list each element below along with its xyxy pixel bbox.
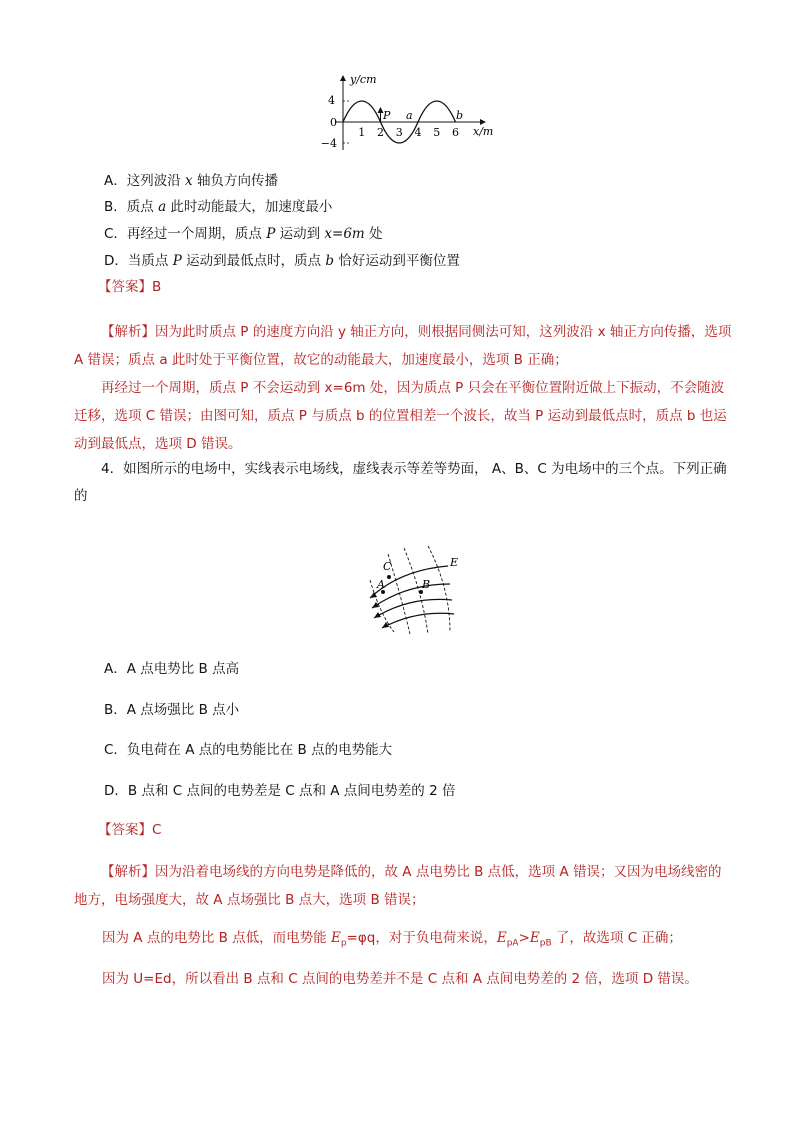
field-label-b: B xyxy=(422,578,431,591)
y-tick-label: 0 xyxy=(330,116,337,129)
point-label-b: b xyxy=(456,109,464,122)
q4-analysis-p3: 因为 U=Ed，所以看出 B 点和 C 点间的电势差并不是 C 点和 A 点间电势差的 2 倍，选项 D 错误。 xyxy=(102,971,698,987)
field-label-a: A xyxy=(377,578,385,591)
q4-option-a: A．A 点电势比 B 点高 xyxy=(104,661,240,677)
q3-option-b: B．质点 a 此时动能最大，加速度最小 xyxy=(104,199,333,215)
field-label-c: C xyxy=(383,560,392,573)
q4-analysis xyxy=(74,858,734,914)
x-tick-label: 2 xyxy=(377,126,384,139)
point-label-a: a xyxy=(406,109,413,122)
electric-field-figure xyxy=(352,544,467,634)
q4-analysis-p2: 因为 A 点的电势比 B 点低，而电势能 $E_p=\varphi q$，对于负电荷来说，$E_{pA}>E_{pB}$ 了，故选项 C 正确； xyxy=(102,930,682,949)
y-tick-label: −4 xyxy=(320,137,337,150)
q3-option-d: D．当质点 P 运动到最低点时，质点 b 恰好运动到平衡位置 xyxy=(104,253,460,269)
x-tick-label: 4 xyxy=(414,126,422,139)
q4-answer: 【答案】C xyxy=(98,822,162,838)
x-axis-label: x/m xyxy=(473,125,494,138)
q4-option-c: C．负电荷在 A 点的电势能比在 B 点的电势能大 xyxy=(104,742,393,758)
q3-analysis-p2: 再经过一个周期，质点 P 不会运动到 x=6m 处，因为质点 P 只会在平衡位置附近做上下振动，不会随波迁移，选项 C 错误；由图可知，质点 P 与质点 b 的位置相差一个波长，故当 P 运动到最低点时，质点 b 也运动到最低点，选项 D 错误。 xyxy=(74,380,727,452)
q3-option-a: A．这列波沿 x 轴负方向传播 xyxy=(104,173,278,189)
field-label-e: E xyxy=(450,556,459,569)
x-tick-label: 3 xyxy=(395,126,403,139)
y-axis-label: y/cm xyxy=(350,73,377,86)
q3-answer: 【答案】B xyxy=(98,279,162,295)
x-tick-label: 5 xyxy=(433,126,441,139)
q3-analysis-p1: 【解析】因为此时质点 P 的速度方向沿 y 轴正方向，则根据同侧法可知，这列波沿 x 轴正方向传播，选项 A 错误；质点 a 此时处于平衡位置，故它的动能最大，加速度最小，选项 B 正确； xyxy=(74,324,732,368)
q4-option-b: B．A 点场强比 B 点小 xyxy=(104,702,240,718)
q3-option-c: C．再经过一个周期，质点 P 运动到 x=6m 处 xyxy=(104,226,383,242)
x-tick-label: 6 xyxy=(452,126,459,139)
q4-analysis-p1: 【解析】因为沿着电场线的方向电势是降低的，故 A 点电势比 B 点低，选项 A 错误；又因为电场线密的地方，电场强度大，故 A 点场强比 B 点大，选项 B 错误； xyxy=(74,864,722,908)
point-label-p: P xyxy=(383,109,391,122)
x-tick-label: 1 xyxy=(358,126,366,139)
y-tick-label: 4 xyxy=(328,94,335,107)
wave-graph xyxy=(320,72,505,154)
q4-option-d: D．B 点和 C 点间的电势差是 C 点和 A 点间电势差的 2 倍 xyxy=(104,783,456,799)
q4-stem: 4．如图所示的电场中，实线表示电场线，虚线表示等差等势面， A、B、C 为电场中的三个点。下列正确的 xyxy=(74,461,727,504)
q3-analysis xyxy=(74,318,734,458)
